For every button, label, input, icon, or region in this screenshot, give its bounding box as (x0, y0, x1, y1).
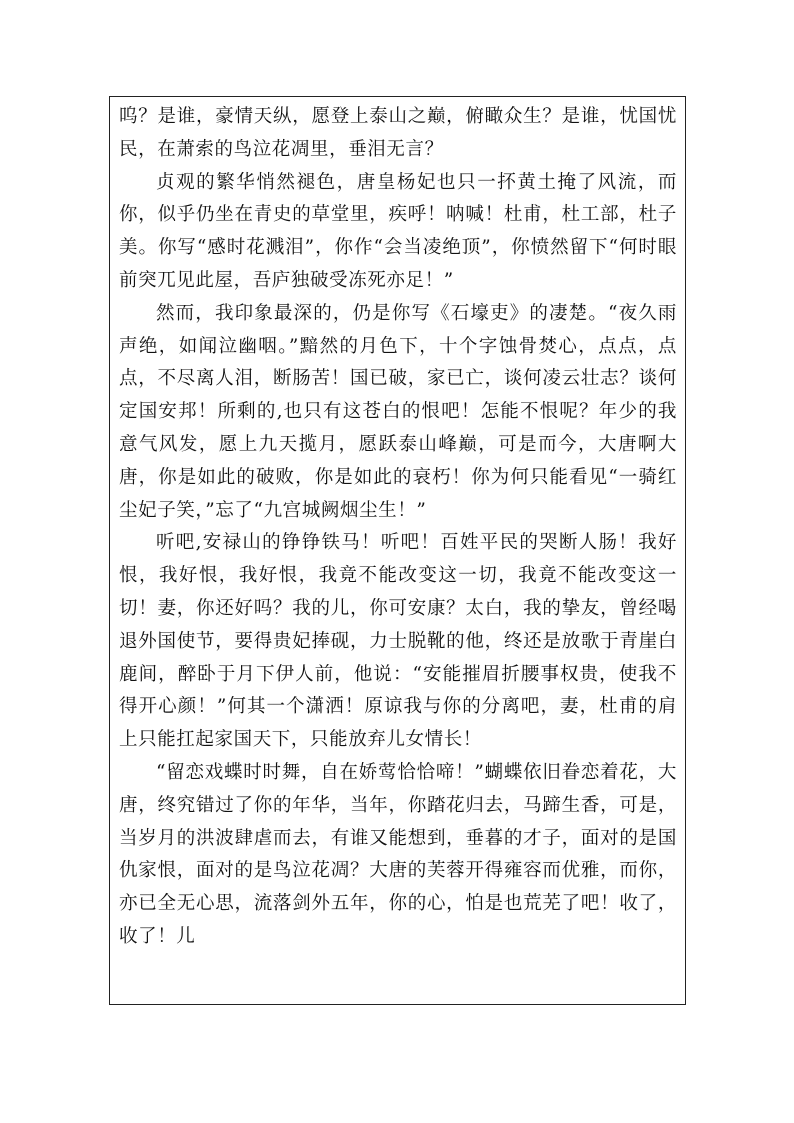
paragraph-4: 听吧,安禄山的铮铮铁马！听吧！百姓平民的哭断人肠！我好恨，我好恨，我好恨，我竟不能改变这一切，我竟不能改变这一切！妻，你还好吗？我的儿，你可安康？太白，我的挚友，曾经喝退外国使节，要得贵妃捧砚，力士脱靴的他，终还是放歌于青崖白鹿间，醉卧于月下伊人前，他说：“安能摧眉折腰事权贵，使我不得开心颜！”何其一个潇洒！原谅我与你的分离吧，妻，杜甫的肩上只能扛起家国天下，只能放弃儿女情长！ (119, 532, 677, 751)
paragraph-5: “留恋戏蝶时时舞，自在娇莺恰恰啼！”蝴蝶依旧眷恋着花，大唐，终究错过了你的年华，当年，你踏花归去，马蹄生香，可是，当岁月的洪波肆虐而去，有谁又能想到，垂暮的才子，面对的是国仇家恨，面对的是鸟泣花凋？大唐的芙蓉开得雍容而优雅，而你，亦已全无心思，流落剑外五年，你的心，怕是也荒芜了吧！收了，收了！儿 (119, 761, 677, 947)
text-box (109, 96, 686, 1005)
paragraph-3: 然而，我印象最深的，仍是你写《石壕吏》的凄楚。“夜久雨声绝，如闻泣幽咽。”黯然的月色下，十个字蚀骨焚心，点点，点点，不尽离人泪，断肠苦！国已破，家已亡，谈何凌云壮志？谈何定国安邦！所剩的,也只有这苍白的恨吧！怎能不恨呢？年少的我意气风发，愿上九天揽月，愿跃泰山峰巅，可是而今，大唐啊大唐，你是如此的破败，你是如此的衰朽！你为何只能看见“一骑红尘妃子笑，”忘了“九宫城阙烟尘生！” (119, 302, 677, 521)
paragraph-1: 呜？是谁，豪情天纵，愿登上泰山之巅，俯瞰众生？是谁，忧国忧民，在萧索的鸟泣花凋里，垂泪无言？ (119, 106, 677, 160)
paragraph-2: 贞观的繁华悄然褪色，唐皇杨妃也只一抔黄土掩了风流，而你，似乎仍坐在青史的草堂里，疾呼！呐喊！杜甫，杜工部，杜子美。你写“感时花溅泪”，你作“会当凌绝顶”，你愤然留下“何时眼前突兀见此屋，吾庐独破受冻死亦足！” (119, 171, 677, 291)
